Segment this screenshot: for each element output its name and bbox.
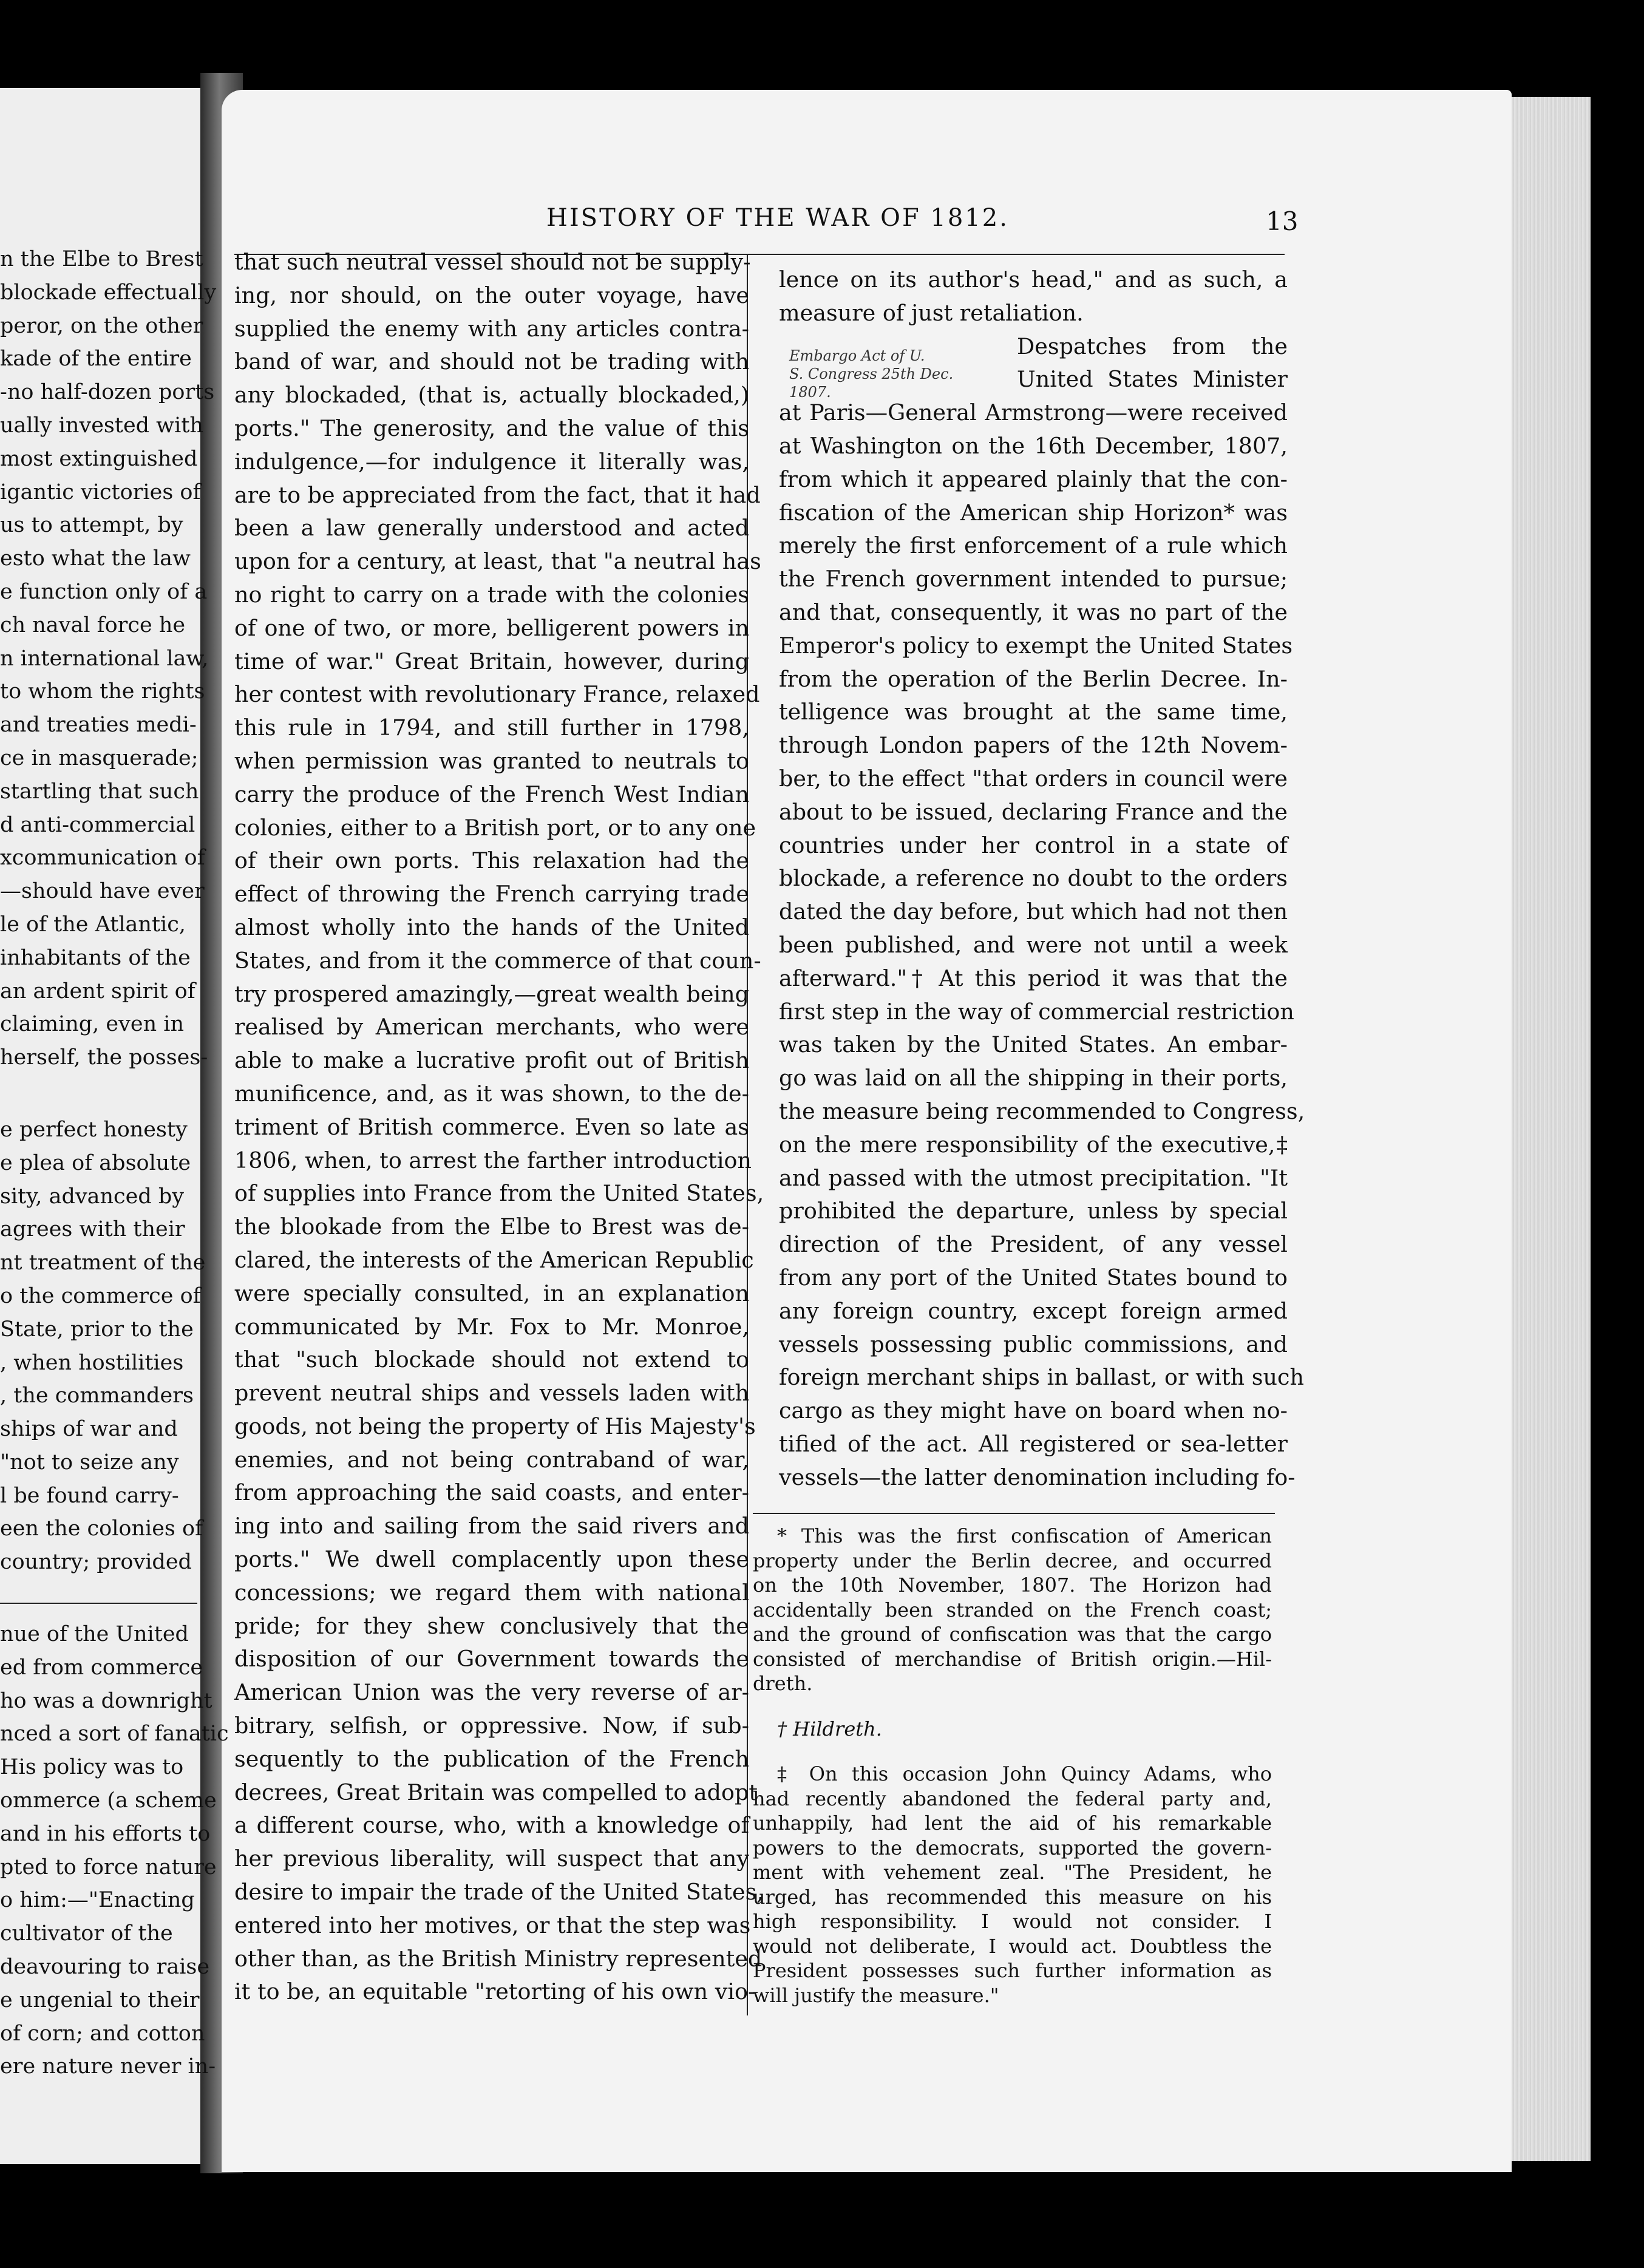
left-page-line: nue of the United	[0, 1622, 189, 1647]
text-line: are to be appreciated from the fact, that it had	[234, 481, 761, 508]
text-line: merely the first enforcement of a rule which	[779, 532, 1288, 559]
left-page-line: and treaties medi-	[0, 713, 197, 738]
footnote-line: unhappily, had lent the aid of his remarkable	[753, 1811, 1272, 1835]
text-line: decrees, Great Britain was compelled to adopt	[234, 1779, 758, 1805]
footnote-line: property under the Berlin decree, and occurred	[753, 1549, 1272, 1572]
text-line: other than, as the British Ministry represented	[234, 1945, 763, 1972]
text-line: indulgence,—for indulgence it literally was,	[234, 448, 749, 475]
left-page-line: kade of the entire	[0, 347, 192, 372]
text-line: carry the produce of the French West Indian	[234, 781, 749, 807]
left-page-line: ho was a downright	[0, 1688, 212, 1713]
footnote-2: † Hildreth.	[777, 1717, 882, 1740]
text-line: United States Minister	[1017, 366, 1288, 393]
running-head: HISTORY OF THE WAR OF 1812.	[546, 204, 1009, 232]
left-page-line: nt treatment of the	[0, 1251, 206, 1275]
right-column	[779, 263, 1305, 1494]
left-page-line: n international law,	[0, 646, 209, 671]
footnote-line: consisted of merchandise of British origin.—Hil-	[753, 1647, 1272, 1671]
text-line: vessels possessing public commissions, and	[779, 1331, 1288, 1357]
text-line: of supplies into France from the United States,	[234, 1180, 764, 1207]
text-line: bitrary, selfish, or oppressive. Now, if sub-	[234, 1713, 749, 1739]
margin-note-line: 1807.	[789, 384, 831, 401]
text-line: her contest with revolutionary France, relaxed	[234, 681, 760, 708]
text-line: from approaching the said coasts, and enter-	[234, 1479, 749, 1506]
footnote-line: urged, has recommended this measure on his	[753, 1885, 1272, 1909]
text-line: pride; for they shew conclusively that the	[234, 1612, 749, 1639]
text-line: enemies, and not being contraband of war,	[234, 1446, 749, 1473]
text-line: desire to impair the trade of the United States,	[234, 1879, 764, 1906]
text-line: ports." We dwell complacently upon these	[234, 1546, 749, 1573]
text-line: cargo as they might have on board when no-	[779, 1397, 1288, 1424]
left-page-line: of corn; and cotton	[0, 2021, 205, 2046]
left-page-line: ch naval force he	[0, 613, 186, 637]
left-page-line: d anti-commercial	[0, 812, 195, 837]
text-line: been published, and were not until a week	[779, 931, 1288, 958]
footnote-line: powers to the democrats, supported the govern-	[753, 1836, 1272, 1859]
left-page-line: to whom the rights	[0, 679, 205, 704]
margin-note-line: Embargo Act of U.	[789, 347, 925, 364]
text-line: no right to carry on a trade with the colonies	[234, 581, 749, 608]
text-line: time of war." Great Britain, however, during	[234, 648, 749, 674]
left-page-line: us to attempt, by	[0, 513, 183, 538]
text-line: been a law generally understood and acted	[234, 515, 749, 542]
left-page-line: claiming, even in	[0, 1012, 185, 1037]
left-page-line: esto what the law	[0, 546, 191, 571]
left-page-line: , the commanders	[0, 1384, 194, 1408]
text-line: measure of just retaliation.	[779, 299, 1084, 326]
left-page-line: e plea of absolute	[0, 1150, 191, 1175]
text-line: any blockaded, (that is, actually blockaded,)	[234, 382, 749, 409]
text-line: her previous liberality, will suspect that any	[234, 1845, 749, 1872]
left-page-line: een the colonies of	[0, 1516, 203, 1541]
text-line: first step in the way of commercial restriction	[779, 998, 1294, 1025]
text-line: Despatches from the	[1017, 333, 1288, 359]
text-line: from which it appeared plainly that the con-	[779, 466, 1288, 492]
text-line: clared, the interests of the American Republic	[234, 1246, 754, 1273]
left-page-line: peror, on the other	[0, 313, 203, 338]
text-line: the measure being recommended to Congress,	[779, 1098, 1305, 1124]
text-line: from the operation of the Berlin Decree. In-	[779, 665, 1288, 692]
text-line: colonies, either to a British port, or to any one	[234, 814, 756, 841]
left-page-line: ere nature never in-	[0, 2054, 216, 2079]
text-line: that "such blockade should not extend to	[234, 1346, 749, 1373]
text-line: and passed with the utmost precipitation. "It	[779, 1164, 1288, 1191]
text-line: from any port of the United States bound to	[779, 1264, 1288, 1291]
text-line: disposition of our Government towards the	[234, 1646, 749, 1672]
left-page-line: —should have ever	[0, 879, 205, 904]
text-line: when permission was granted to neutrals to	[234, 747, 749, 774]
center-column	[234, 246, 764, 2009]
left-page-line: "not to seize any	[0, 1450, 179, 1475]
text-line: telligence was brought at the same time,	[779, 699, 1288, 725]
left-page-line: ships of war and	[0, 1417, 178, 1442]
footnote-line: ment with vehement zeal. "The President, he	[753, 1861, 1272, 1884]
left-page-line: inhabitants of the	[0, 945, 191, 970]
text-line: was taken by the United States. An embar-	[779, 1031, 1288, 1058]
text-line: the blookade from the Elbe to Brest was de-	[234, 1214, 749, 1240]
footnote-line: * This was the first confiscation of American	[777, 1524, 1272, 1547]
text-line: States, and from it the commerce of that coun-	[234, 947, 761, 974]
left-page-line: sity, advanced by	[0, 1184, 185, 1209]
text-line: the French government intended to pursue;	[779, 566, 1288, 592]
text-line: this rule in 1794, and still further in 1798,	[234, 715, 749, 741]
text-line: at Paris—General Armstrong—were received	[779, 399, 1288, 426]
text-line: Emperor's policy to exempt the United States	[779, 632, 1293, 659]
text-line: 1806, when, to arrest the farther introduction	[234, 1147, 752, 1173]
text-line: were specially consulted, in an explanation	[234, 1280, 749, 1306]
left-page-text	[0, 243, 229, 2083]
page-number: 13	[1266, 206, 1299, 236]
left-page-line: -no half-dozen ports	[0, 380, 215, 405]
left-page-line: e ungenial to their	[0, 1988, 200, 2012]
footnote-line: will justify the measure."	[753, 1983, 999, 2007]
text-line: through London papers of the 12th Novem-	[779, 732, 1288, 759]
text-line: goods, not being the property of His Majesty's	[234, 1413, 756, 1439]
text-line: blockade, a reference no doubt to the orders	[779, 865, 1288, 892]
text-line: that such neutral vessel should not be supply-	[234, 249, 751, 275]
left-page-line: le of the Atlantic,	[0, 912, 186, 937]
text-line: of their own ports. This relaxation had the	[234, 847, 749, 874]
left-page-line: country; provided	[0, 1550, 192, 1575]
text-line: dated the day before, but which had not then	[779, 898, 1288, 925]
text-line: at Washington on the 16th December, 1807,	[779, 432, 1288, 459]
left-page-line: ed from commerce	[0, 1655, 203, 1680]
footnote-line: and the ground of confiscation was that the cargo	[753, 1623, 1272, 1646]
left-page-line: n the Elbe to Brest	[0, 247, 203, 271]
left-page-line: o the commerce of	[0, 1283, 201, 1308]
text-line: afterward."† At this period it was that the	[779, 965, 1288, 991]
left-page-line: ce in masquerade;	[0, 745, 199, 770]
text-line: on the mere responsibility of the executive,‡	[779, 1131, 1288, 1158]
left-page-line: e perfect honesty	[0, 1117, 188, 1142]
text-line: supplied the enemy with any articles contra-	[234, 315, 749, 342]
text-line: ber, to the effect "that orders in council were	[779, 765, 1288, 792]
margin-note-line: S. Congress 25th Dec.	[789, 365, 954, 382]
left-page-line: and in his efforts to	[0, 1821, 211, 1846]
text-line: effect of throwing the French carrying trade	[234, 881, 749, 908]
left-page-line: pted to force nature	[0, 1855, 217, 1879]
text-line: entered into her motives, or that the step was	[234, 1912, 751, 1938]
text-line: tified of the act. All registered or sea-letter	[779, 1430, 1288, 1457]
footnote-line: President possesses such further information as	[753, 1959, 1272, 1982]
left-page-line: , when hostilities	[0, 1350, 184, 1375]
footnote-line: had recently abandoned the federal party and,	[753, 1787, 1272, 1810]
footnote-line: would not deliberate, I would act. Doubtless the	[753, 1934, 1272, 1958]
text-line: lence on its author's head," and as such, a	[779, 267, 1288, 293]
text-line: prevent neutral ships and vessels laden with	[234, 1380, 749, 1407]
text-line: ports." The generosity, and the value of this	[234, 415, 749, 441]
text-line: try prospered amazingly,—great wealth being	[234, 980, 749, 1007]
text-line: any foreign country, except foreign armed	[779, 1297, 1288, 1324]
footnotes	[753, 1524, 1272, 2008]
text-line: ing into and sailing from the said rivers and	[234, 1513, 749, 1540]
text-line: concessions; we regard them with national	[234, 1579, 749, 1606]
left-page-line: an ardent spirit of	[0, 979, 195, 1003]
footnote-line: accidentally been stranded on the French coast;	[753, 1598, 1272, 1621]
left-page-line: deavouring to raise	[0, 1955, 210, 1980]
left-page-line: xcommunication of	[0, 846, 205, 871]
left-page-line: nced a sort of fanatic	[0, 1722, 229, 1747]
text-line: go was laid on all the shipping in their ports,	[779, 1065, 1288, 1092]
text-line: a different course, who, with a knowledge of	[234, 1812, 749, 1839]
left-page-line: ommerce (a scheme	[0, 1788, 217, 1813]
text-line: it to be, an equitable "retorting of his own vio-	[234, 1978, 756, 2005]
text-line: and that, consequently, it was no part of the	[779, 599, 1288, 625]
text-line: triment of British commerce. Even so late as	[234, 1113, 749, 1140]
footnote-1	[753, 1524, 1272, 1696]
text-line: direction of the President, of any vessel	[779, 1231, 1288, 1258]
left-page-line: agrees with their	[0, 1217, 185, 1242]
text-line: countries under her control in a state of	[779, 832, 1288, 858]
right-column-body	[779, 396, 1305, 1494]
right-column-opening	[779, 263, 1288, 330]
left-page-line: igantic victories of	[0, 480, 201, 504]
footnote-line: ‡ On this occasion John Quincy Adams, who	[777, 1762, 1272, 1785]
text-line: upon for a century, at least, that "a neutral has	[234, 548, 761, 575]
text-line: able to make a lucrative profit out of British	[234, 1047, 749, 1074]
text-line: sequently to the publication of the French	[234, 1745, 749, 1772]
text-line: munificence, and, as it was shown, to the de-	[234, 1080, 749, 1107]
left-page-line: ually invested with	[0, 413, 203, 438]
text-line: fiscation of the American ship Horizon* was	[779, 499, 1288, 526]
left-page-line: e function only of a	[0, 579, 208, 604]
text-line: American Union was the very reverse of ar-	[234, 1679, 749, 1706]
footnote-line: dreth.	[753, 1672, 813, 1695]
left-page-line: l be found carry-	[0, 1483, 179, 1508]
left-page-line: blockade effectually	[0, 280, 217, 305]
text-line: communicated by Mr. Fox to Mr. Monroe,	[234, 1313, 749, 1340]
text-line: foreign merchant ships in ballast, or with such	[779, 1364, 1304, 1391]
footnote-line: high responsibility. I would not consider. I	[753, 1910, 1272, 1933]
footnote-line: on the 10th November, 1807. The Horizon had	[753, 1574, 1272, 1597]
text-line: almost wholly into the hands of the United	[234, 914, 749, 940]
left-page-line: cultivator of the	[0, 1921, 173, 1946]
left-page-line: State, prior to the	[0, 1317, 194, 1342]
text-line: vessels—the latter denomination including fo-	[779, 1464, 1296, 1490]
text-line: about to be issued, declaring France and the	[779, 798, 1288, 825]
margin-note	[789, 347, 953, 401]
left-page-line: o him:—"Enacting	[0, 1888, 195, 1913]
text-line: prohibited the departure, unless by special	[779, 1198, 1288, 1224]
text-line: of one of two, or more, belligerent powers in	[234, 614, 749, 641]
left-page-line: startling that such	[0, 779, 199, 804]
left-page-line: His policy was to	[0, 1755, 184, 1780]
left-page-line: most extinguished	[0, 446, 198, 471]
text-line: realised by American merchants, who were	[234, 1014, 749, 1041]
footnote-rule	[753, 1513, 1275, 1514]
text-line: band of war, and should not be trading with	[234, 348, 749, 375]
text-line: ing, nor should, on the outer voyage, have	[234, 282, 749, 308]
left-page-line: herself, the posses-	[0, 1045, 208, 1070]
footnote-3	[753, 1762, 1272, 2008]
